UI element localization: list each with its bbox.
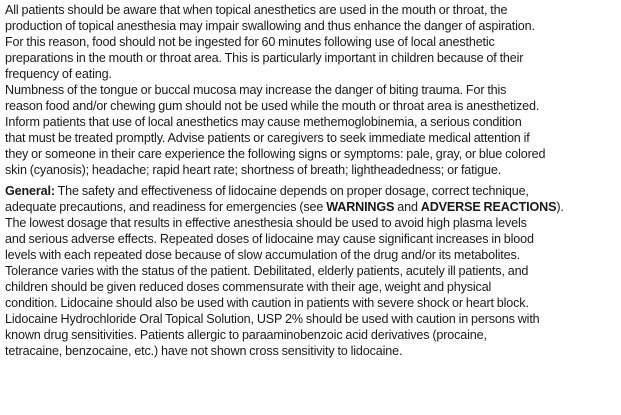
text-line: Tolerance varies with the status of the patient. Debilitated, elderly patients, acutely ill patients, and xyxy=(5,264,529,278)
closing-paren-text: ). xyxy=(556,200,564,214)
text-line: known drug sensitivities. Patients allergic to paraaminobenzoic acid derivatives (procaine, xyxy=(5,328,487,342)
text-line: All patients should be aware that when topical anesthetics are used in the mouth or throat, the xyxy=(5,3,508,17)
text-line: Inform patients that use of local anesthetics may cause methemoglobinemia, a serious condition xyxy=(5,115,522,129)
conjunction-text: and xyxy=(394,200,421,214)
adverse-reactions-reference: ADVERSE REACTIONS xyxy=(420,200,557,214)
text-line: tetracaine, benzocaine, etc.) have not shown cross sensitivity to lidocaine. xyxy=(5,344,403,358)
text-line: condition. Lidocaine should also be used with caution in patients with severe shock or heart block. xyxy=(5,296,529,310)
text-line: frequency of eating. xyxy=(5,67,112,81)
warnings-reference: WARNINGS xyxy=(326,200,395,214)
text-line: The lowest dosage that results in effective anesthesia should be used to avoid high plasma levels xyxy=(5,216,527,230)
patient-awareness-paragraph xyxy=(5,2,616,82)
text-line: preparations in the mouth or throat area. This is particularly important in children because of their xyxy=(5,51,524,65)
document-body xyxy=(5,2,616,359)
text-line: children should be given reduced doses commensurate with their age, weight and physical xyxy=(5,280,492,294)
text-line: skin (cyanosis); headache; rapid heart rate; shortness of breath; lightheadedness; or fatigue. xyxy=(5,163,502,177)
general-heading: General: xyxy=(5,184,55,198)
text-line: levels with each repeated dose because of slow accumulation of the drug and/or its metabolites. xyxy=(5,248,520,262)
text-line xyxy=(5,183,616,199)
precautions-text: adequate precautions, and readiness for emergencies (see xyxy=(5,200,327,214)
text-line: they or someone in their care experience the following signs or symptoms: pale, gray, or blue colored xyxy=(5,147,546,161)
text-line: reason food and/or chewing gum should not be used while the mouth or throat area is anesthetized. xyxy=(5,99,540,113)
text-line: Lidocaine Hydrochloride Oral Topical Solution, USP 2% should be used with caution in persons with xyxy=(5,312,540,326)
general-intro-text: The safety and effectiveness of lidocaine depends on proper dosage, correct technique, xyxy=(54,184,529,198)
text-line: Numbness of the tongue or buccal mucosa may increase the danger of biting trauma. For this xyxy=(5,83,507,97)
text-line: that must be treated promptly. Advise patients or caregivers to seek immediate medical attention if xyxy=(5,131,530,145)
text-line xyxy=(5,199,616,215)
general-section xyxy=(5,183,616,359)
text-line: and serious adverse effects. Repeated doses of lidocaine may cause significant increases in blood xyxy=(5,232,534,246)
numbness-paragraph xyxy=(5,82,616,178)
text-line: For this reason, food should not be ingested for 60 minutes following use of local anesthetic xyxy=(5,35,495,49)
text-line: production of topical anesthesia may impair swallowing and thus enhance the danger of aspiration. xyxy=(5,19,535,33)
